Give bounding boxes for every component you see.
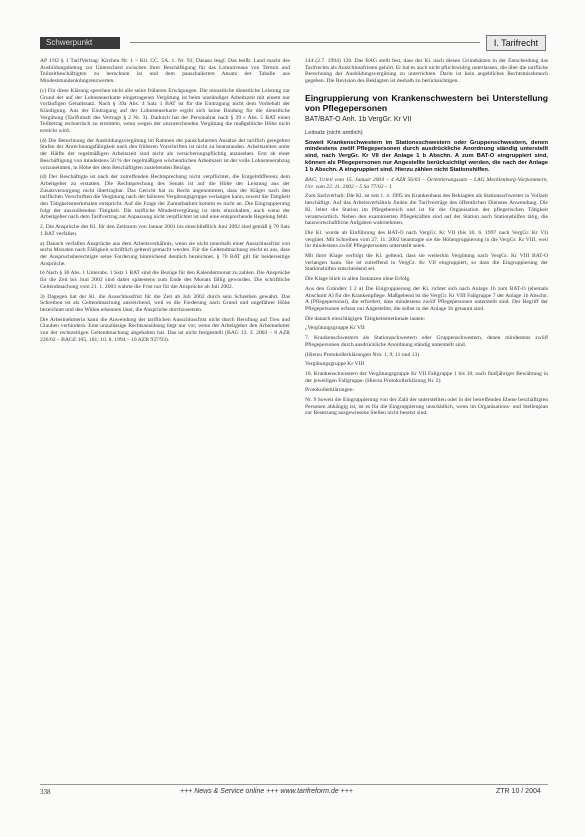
paragraph: 2. Die Ansprüche des Kl. für den Zeitraum von Januar 2001 bis einschließlich Juni 2002 sind gemäß § 70 Satz 1 BAT verfallen. [40,224,290,237]
paragraph: b) Nach § 36 Abs. 1 Unterabs. 1 Satz 1 BAT sind die Bezüge für den Kalendermonat zu zahlen. Die Ansprüche für die Zeit bis Juni 2002 sind daher spätestens zum Ende des Monats fällig geworden. Die schriftliche Geltendmachung vom 21. 1. 2003 wahrte die Frist nur für die Ansprüche ab Juli 2002. [40,270,290,290]
headnote-label: Leitsatz (nicht amtlich) [305,129,363,136]
paragraph: Mit ihrer Klage verfolgt die Kl. geltend, dass sie weiterhin Vergütung nach VergGr. Kr VIII BAT-O verlangen kann. Sie ist zutreffend in VergGr. Kr VII eingruppiert, so dass die Eingruppierung der Stationshilfen entscheidend sei. [305,253,548,273]
section-tab: I. Tarifrecht [486,35,546,51]
journal-issue: ZTR 10 / 2004 [496,788,541,795]
page-number: 338 [40,788,51,796]
paragraph: Aus den Gründen: I 2 a) Die Eingruppierung der Kl. richtet sich nach Anlage 1b zum BAT-O (ehemals Abschnitt A) für die Krankenpflege. Maßgebend ist die VergGr. Kr VIII Fallgruppe 7 der Anlage 1b Abschn. A (Pflegepersonal), die erfordert, dass mindestens zwölf Pflegepersonen unterstellt sind. Der Begriff der Pflegepersonen erfasst nur Angestellte, die selbst in der Anlage 1b genannt sind. [305,285,548,312]
paragraph: 7. Krankenschwestern als Stationsschwestern oder Gruppenschwestern, denen mindestens zwölf Pflegepersonen durch ausdrückliche Anordnung ständig unterstellt sind. [305,335,548,348]
paragraph: Die Arbeitnehmerin kann die Anwendung der tariflichen Ausschlussfrist nicht durch Berufung auf Treu und Glauben verhindern. Eine unzulässige Rechtsausübung liegt nur vor, wenn der Arbeitgeber den Arbeitnehmer von der rechtzeitigen Geltendmachung abgehalten hat. Das ist nicht festgestellt (BAG 13. 2. 2003 – 8 AZR 236/02 – BAGE 105, 181; 10. 8. 1994 – 10 AZR 937/93). [40,316,290,343]
paragraph: (d) Die Berechnung der Ausbildungsvergütung im Rahmen der pauschalierten Ansätze der tariflich geregelten Stufen der Anrechnungsfähigkeit nach den früheren Vorschriften ist nicht zu beanstanden. Arbeitszeiten unter der Hälfte der regelmäßigen Arbeitszeit sind nicht als versicherungspflichtig anzusehen. Erst ab einer Beschäftigung von mindestens 50 % der regelmäßigen wöchentlichen Arbeitszeit ist der volle Lohnsteuerabzug vorzunehmen, in Höhe der dem Beschäftigten zustehenden Bezüge. [40,137,290,171]
footer-banner: +++ News & Service online +++ www.tarifreform.de +++ [180,788,353,795]
paragraph: 144 (2.7. 1994) 120. Das BAG stellt fest, dass der Kl. nach diesen Grundsätzen in der Entscheidung das Tarifrechts als Ausschlussfristen gehört. Er hat es auch nicht pflichtwidrig unterlassen, die über die tarifliche Berechnung der Ausbildungsvergütung zu unterrichten. Darin ist kein angebliches Rechtsmissbrauch gegeben. Die Revision des Beklagten ist deshalb zu berücksichtigen. [305,58,548,85]
citation: BAG, Urteil vom 15. Januar 2004 – 4 AZR 56/03 – Orientierungssatz – LAG Mecklenburg-Vorpommern, Urt. vom 22. 11. 2002 – 5 Sa 77/02 – 1 [305,177,548,190]
paragraph: (c) Für diese Klärung sprechen nicht alle seine früheren Erwägungen. Die monatliche dienstliche Leistung zur Grund der auf der Lohnsteuerkarte eingetragenen Vergütung ist beim unständiger Arbeitszeit mit einem nur vorläufigen Gehaltssatz. Nach § 39a Abs. 4 Satz 1 BAT ist für die Eintragung nicht dem Vorbehalt der Kündigung. Aus der Eintragung auf der Lohnsteuerkarte ergibt sich keine Bindung für die dienstliche Vergütung (Tarifinhalt des Vertrags § 2 Nr. 3). Dadurch hat der Personalrat nach § 39 c Abs. 5 BAT einen Teilbetrag rechnerisch zu ermitteln, wenn wegen der unzureichenden Vergütung die maßgebliche Höhe nicht erreicht wird. [40,87,290,135]
paragraph: Die Klage blieb in allen Instanzen ohne Erfolg. [305,276,411,283]
paragraph: „Vergütungsgruppe Kr VII [305,325,365,332]
left-column [40,58,290,346]
paragraph: Die Kl. wurde ab Einführung des BAT-O nach VergGr. Kr VII (bis 30. 6. 1997 nach VergGr. Kr VI) vergütet. Mit Schreiben vom 27. 11. 2002 beantragte sie die Höhergruppierung in die VergGr. Kr VIII, weil ihr mindestens zwölf Pflegepersonen unterstellt seien. [305,229,548,250]
paragraph: 10. Krankenschwestern der Vergütungsgruppe Kr VII Fallgruppe 1 bis 10, nach fünfjähriger Bewährung in der jeweiligen Fallgruppe. (Hierzu Protokollerklärung Nr. 2) [305,370,548,384]
paragraph: Zum Sachverhalt: Die Kl. ist seit 1. 4. 1995 im Krankenhaus des Beklagten als Stationsschwester in Vollzeit beschäftigt. Auf das Arbeitsverhältnis finden die Tarifverträge des öffentlichen Dienstes Anwendung. Die Kl. leitet die Station im Pflegebereich und ist für die Organisation der pflegerischen Tätigkeit verantwortlich. Neben den examinierten Pflegekräften sind auf der Station auch Stationshilfen tätig, die hauswirtschaftliche Aufgaben wahrnehmen. [305,193,548,227]
paragraph: (d) Der Beschäftigte ist nach der zutreffenden Rechtsprechung nicht verpflichtet, die Entgeltdifferenz dem Arbeitgeber zu erstatten. Die Rechtsprechung des Senats ist auf die Höhe der Leistung aus der Zusatzversorgung nicht übertragbar. Das Gericht hat zu Recht angenommen, dass der Kläger nach den tariflichen Vorschriften die Vergütung nach der höheren Vergütungsgruppe verlangen kann, soweit die Tätigkeit den Tätigkeitsmerkmalen entspricht. Auf die Frage der Zumutbarkeit kommt es nicht an. Die Eingruppierung folgt der auszuübenden Tätigkeit. Die tarifliche Mindestvergütung ist stets einzuhalten, auch wenn der Arbeitgeber nach dem Tarifvertrag zur Anpassung nicht verpflichtet ist und eine entsprechende Regelung fehlt. [40,174,290,221]
paragraph: Die danach einschlägigen Tätigkeitsmerkmale lauten: [305,315,426,322]
headnote: Soweit Krankenschwestern im Stationsschwestern oder Gruppenschwestern, denen mindestens zwölf Pflegepersonen durch ausdrückliche Anordnung ständig unterstellt sind, nach VergGr. Kr VII der Anlage 1 b Abschn. A zum BAT-O eingruppiert sind, können als Pflegepersonen nur Angestellte berücksichtigt werden, die nach der Anlage 1 b Abschn. A eingruppiert sind. Hierzu zählen nicht Stationshilfen. [305,139,548,174]
paragraph: (Hierzu Protokollerklärungen Nrn. 1, 9, 11 und 13) [305,351,420,358]
article-subtitle: BAT/BAT-O Anh. 1b VergGr. Kr VII [305,115,412,123]
paragraph: Protokollerklärungen: [305,387,355,394]
article-title: Eingruppierung von Krankenschwestern bei Unterstellung von Pflegepersonen [305,92,548,113]
paragraph: Nr. 9 Soweit die Eingruppierung von der Zahl der unterstellten oder in der betreffenden Ebene beschäftigten Personen abhängig ist, ist es für die Eingruppierung unschädlich, wenn im Organisations- und Stellenplan zur Besetzung ausgewiesene Stellen nicht besetzt sind. [305,397,548,417]
section-label: Schwerpunkt [46,38,93,47]
footer-rule [40,784,548,785]
right-column [305,58,548,420]
paragraph: Vergütungsgruppe Kr VIII [305,361,365,368]
header-rule [130,42,480,43]
paragraph: a) Danach verfallen Ansprüche aus dem Arbeitsverhältnis, wenn sie nicht innerhalb einer Ausschlussfrist von sechs Monaten nach Fälligkeit schriftlich geltend gemacht werden. Für die Geltendmachung reicht es aus, dass der Anspruchsberechtigte seine Forderung hinreichend deutlich bezeichnet. § 70 BAT gilt für beiderseitige Ansprüche. [40,240,290,267]
section-label-bar [40,37,120,49]
paragraph: 3) Dagegen hat der Kl. die Ausschlussfrist für die Zeit ab Juli 2002 durch sein Schreiben gewahrt. Das Schreiben ist als Geltendmachung ausreichend, weil es die Forderung nach Grund und ungefährer Höhe bezeichnet und den Willen erkennen lässt, die Ansprüche durchzusetzen. [40,293,290,313]
paragraph: AP 1/92 § 1 TarifVertrag: Kirchen Nr. 1 – Kir. CC. 5A. 1. Nr. 93; Dasasu lesgl. Das heißt. Land macht des Ausbildungsbetrag zur Unterschied zwischen ihrer Beschäftigung für das Lohnniveaus von Termin und Teilzeitbeschäftigten zu berechnen ist und dem pauschalierten Ansatz der Tabelle aus Mindeststundenlohngrenzwerten. [40,58,290,85]
